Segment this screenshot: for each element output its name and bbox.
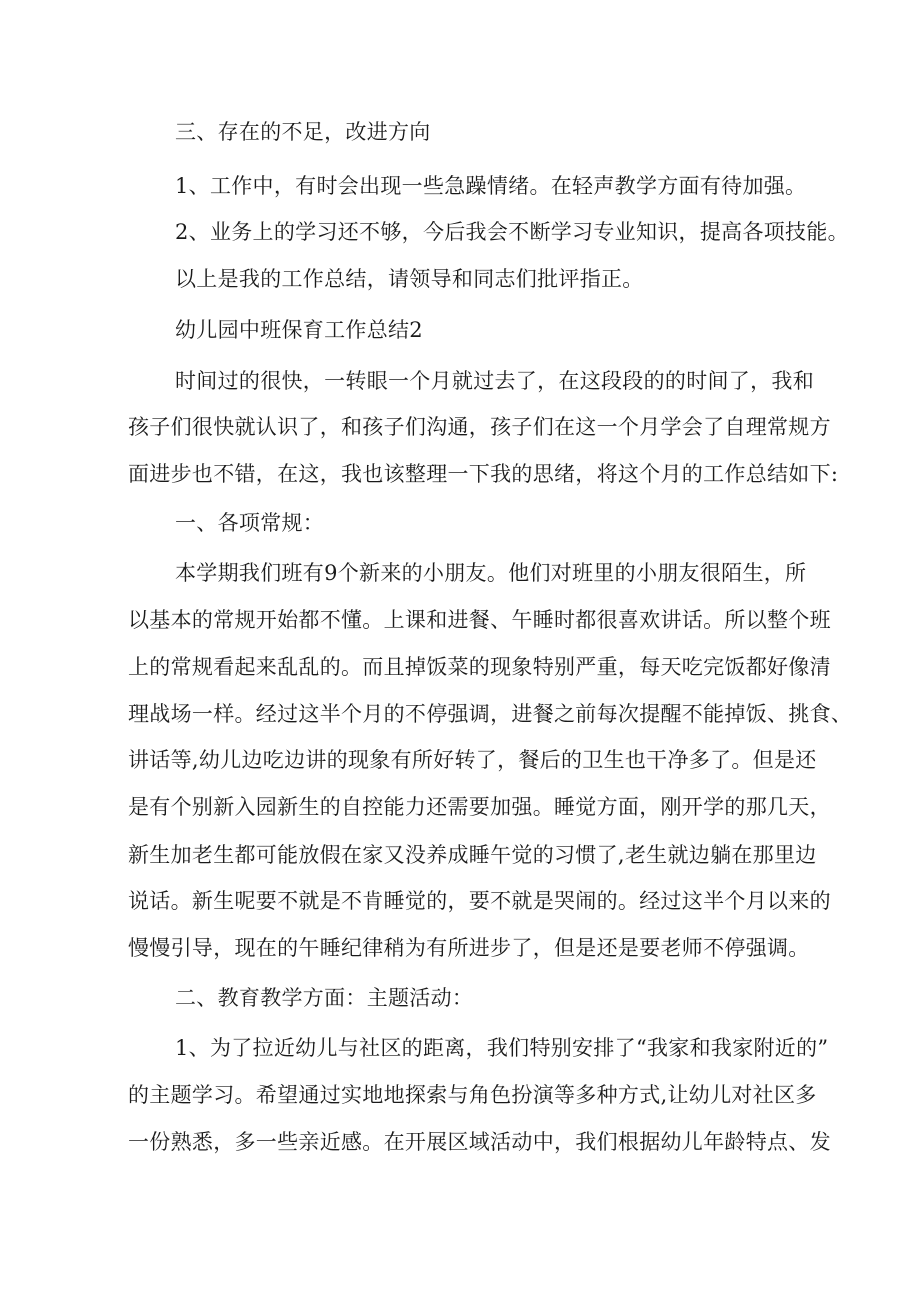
- section1-line: 上的常规看起来乱乱的。而且掉饭菜的现象特别严重，每天吃完饭都好像清: [128, 655, 831, 679]
- intro-line: 孩子们很快就认识了，和孩子们沟通，孩子们在这一个月学会了自理常规方: [128, 415, 831, 439]
- section3-item-2: 2、业务上的学习还不够，今后我会不断学习专业知识，提高各项技能。: [175, 220, 849, 244]
- section1-line: 以基本的常规开始都不懂。上课和进餐、午睡时都很喜欢讲话。所以整个班: [128, 608, 831, 632]
- section1-line: 是有个别新入园新生的自控能力还需要加强。睡觉方面，刚开学的那几天，: [128, 795, 831, 819]
- section2-line: 的主题学习。希望通过实地地探索与角色扮演等多种方式,让幼儿对社区多: [128, 1083, 817, 1107]
- section1-line: 理战场一样。经过这半个月的不停强调，进餐之前每次提醒不能掉饭、挑食、: [128, 702, 853, 726]
- intro-line: 时间过的很快，一转眼一个月就过去了，在这段段的的时间了，我和: [175, 369, 814, 393]
- section2-line: 一份熟悉，多一些亲近感。在开展区域活动中，我们根据幼儿年龄特点、发: [128, 1130, 831, 1154]
- intro-line: 面进步也不错，在这，我也该整理一下我的思绪，将这个月的工作总结如下:: [128, 462, 839, 486]
- section2-heading: 二、教育教学方面：主题活动：: [175, 986, 474, 1010]
- section1-heading: 一、各项常规：: [175, 511, 325, 535]
- document-title-2: 幼儿园中班保育工作总结2: [175, 318, 423, 342]
- closing-paragraph: 以上是我的工作总结，请领导和同志们批评指正。: [175, 267, 644, 291]
- section2-line: 1、为了拉近幼儿与社区的距离，我们特别安排了“我家和我家附近的”: [175, 1036, 829, 1060]
- section3-heading: 三、存在的不足，改进方向: [175, 120, 431, 144]
- section1-line: 说话。新生呢要不就是不肯睡觉的，要不就是哭闹的。经过这半个月以来的: [128, 889, 831, 913]
- section1-line: 新生加老生都可能放假在家又没养成睡午觉的习惯了,老生就边躺在那里边: [128, 843, 817, 867]
- section3-item-1: 1、工作中，有时会出现一些急躁情绪。在轻声教学方面有待加强。: [175, 174, 807, 198]
- section1-line: 本学期我们班有9个新来的小朋友。他们对班里的小朋友很陌生，所: [175, 561, 807, 585]
- section1-line: 讲话等,幼儿边吃边讲的现象有所好转了，餐后的卫生也干净多了。但是还: [128, 748, 817, 772]
- section1-line: 慢慢引导，现在的午睡纪律稍为有所进步了，但是还是要老师不停强调。: [128, 936, 810, 960]
